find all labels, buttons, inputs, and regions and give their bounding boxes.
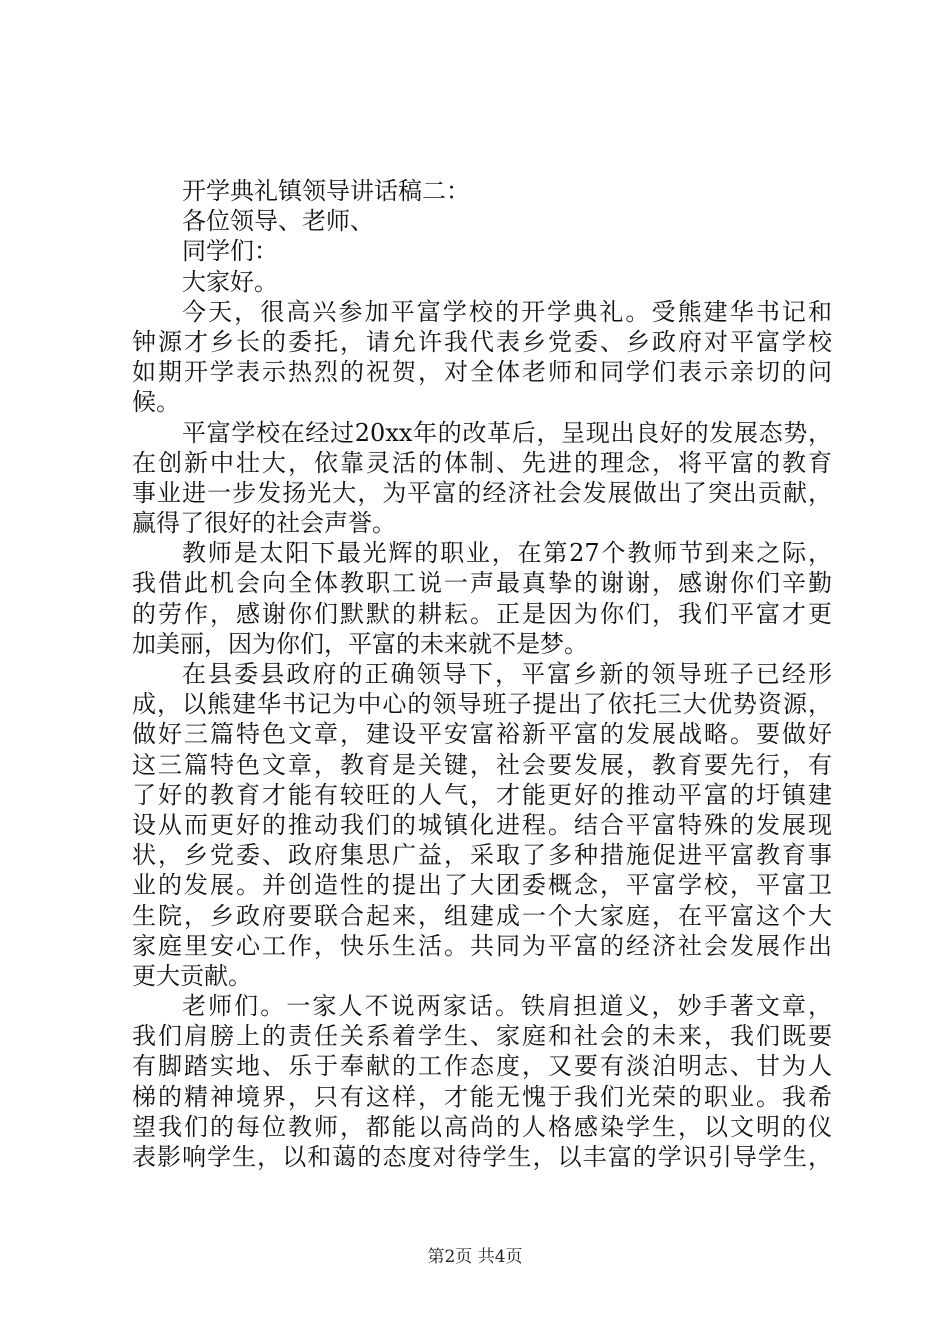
text-line: 如期开学表示热烈的祝贺，对全体老师和同学们表示亲切的问: [132, 358, 832, 387]
text-line: 表影响学生，以和蔼的态度对待学生，以丰富的学识引导学生，: [132, 1143, 832, 1171]
text-line: 我们肩膀上的责任关系着学生、家庭和社会的未来，我们既要: [132, 1022, 832, 1051]
text-line: 教师是太阳下最光辉的职业，在第27个教师节到来之际，: [182, 539, 832, 568]
text-line: 在创新中壮大，依靠灵活的体制、先进的理念，将平富的教育: [132, 448, 832, 477]
text-line: 做好三篇特色文章，建设平安富裕新平富的发展战略。要做好: [132, 720, 832, 749]
text-line: 业的发展。并创造性的提出了大团委概念，平富学校，平富卫: [132, 871, 832, 900]
page-footer: 第2页 共4页: [427, 1247, 523, 1267]
text-line: 候。: [132, 388, 180, 417]
text-line: 事业进一步发扬光大，为平富的经济社会发展做出了突出贡献，: [132, 478, 832, 507]
text-line: 老师们。一家人不说两家话。铁肩担道义，妙手著文章，: [182, 992, 832, 1021]
text-line: 在县委县政府的正确领导下，平富乡新的领导班子已经形: [182, 660, 832, 688]
text-line: 生院，乡政府要联合起来，组建成一个大家庭，在平富这个大: [132, 901, 832, 930]
text-line: 加美丽，因为你们，平富的未来就不是梦。: [132, 629, 588, 658]
text-line: 赢得了很好的社会声誉。: [132, 509, 396, 538]
text-line: 望我们的每位教师，都能以高尚的人格感染学生，以文明的仪: [132, 1112, 832, 1141]
text-line: 了好的教育才能有较旺的人气，才能更好的推动平富的圩镇建: [132, 780, 832, 809]
text-line: 这三篇特色文章，教育是关键，社会要发展，教育要先行，有: [132, 750, 832, 779]
text-line: 家庭里安心工作，快乐生活。共同为平富的经济社会发展作出: [132, 931, 832, 960]
text-line: 我借此机会向全体教职工说一声最真挚的谢谢，感谢你们辛勤: [132, 569, 832, 598]
text-line: 有脚踏实地、乐于奉献的工作态度，又要有淡泊明志、甘为人: [132, 1052, 832, 1081]
text-line: 设从而更好的推动我们的城镇化进程。结合平富特殊的发展现: [132, 810, 832, 839]
text-line: 今天，很高兴参加平富学校的开学典礼。受熊建华书记和: [182, 297, 832, 326]
text-line: 成，以熊建华书记为中心的领导班子提出了依托三大优势资源，: [132, 690, 832, 719]
text-line: 的劳作，感谢你们默默的耕耘。正是因为你们，我们平富才更: [132, 599, 832, 628]
text-line: 各位领导、老师、: [182, 207, 374, 236]
text-line: 梯的精神境界，只有这样，才能无愧于我们光荣的职业。我希: [132, 1082, 832, 1111]
text-line: 同学们：: [182, 237, 278, 266]
text-line: 大家好。: [182, 267, 278, 296]
text-line: 状，乡党委、政府集思广益，采取了多种措施促进平富教育事: [132, 841, 832, 870]
document-title: 开学典礼镇领导讲话稿二：: [182, 177, 470, 205]
text-line: 更大贡献。: [132, 961, 252, 990]
text-line: 平富学校在经过20xx年的改革后，呈现出良好的发展态势，: [182, 418, 832, 447]
text-line: 钟源才乡长的委托，请允许我代表乡党委、乡政府对平富学校: [132, 327, 832, 356]
document-body: [132, 176, 832, 1172]
